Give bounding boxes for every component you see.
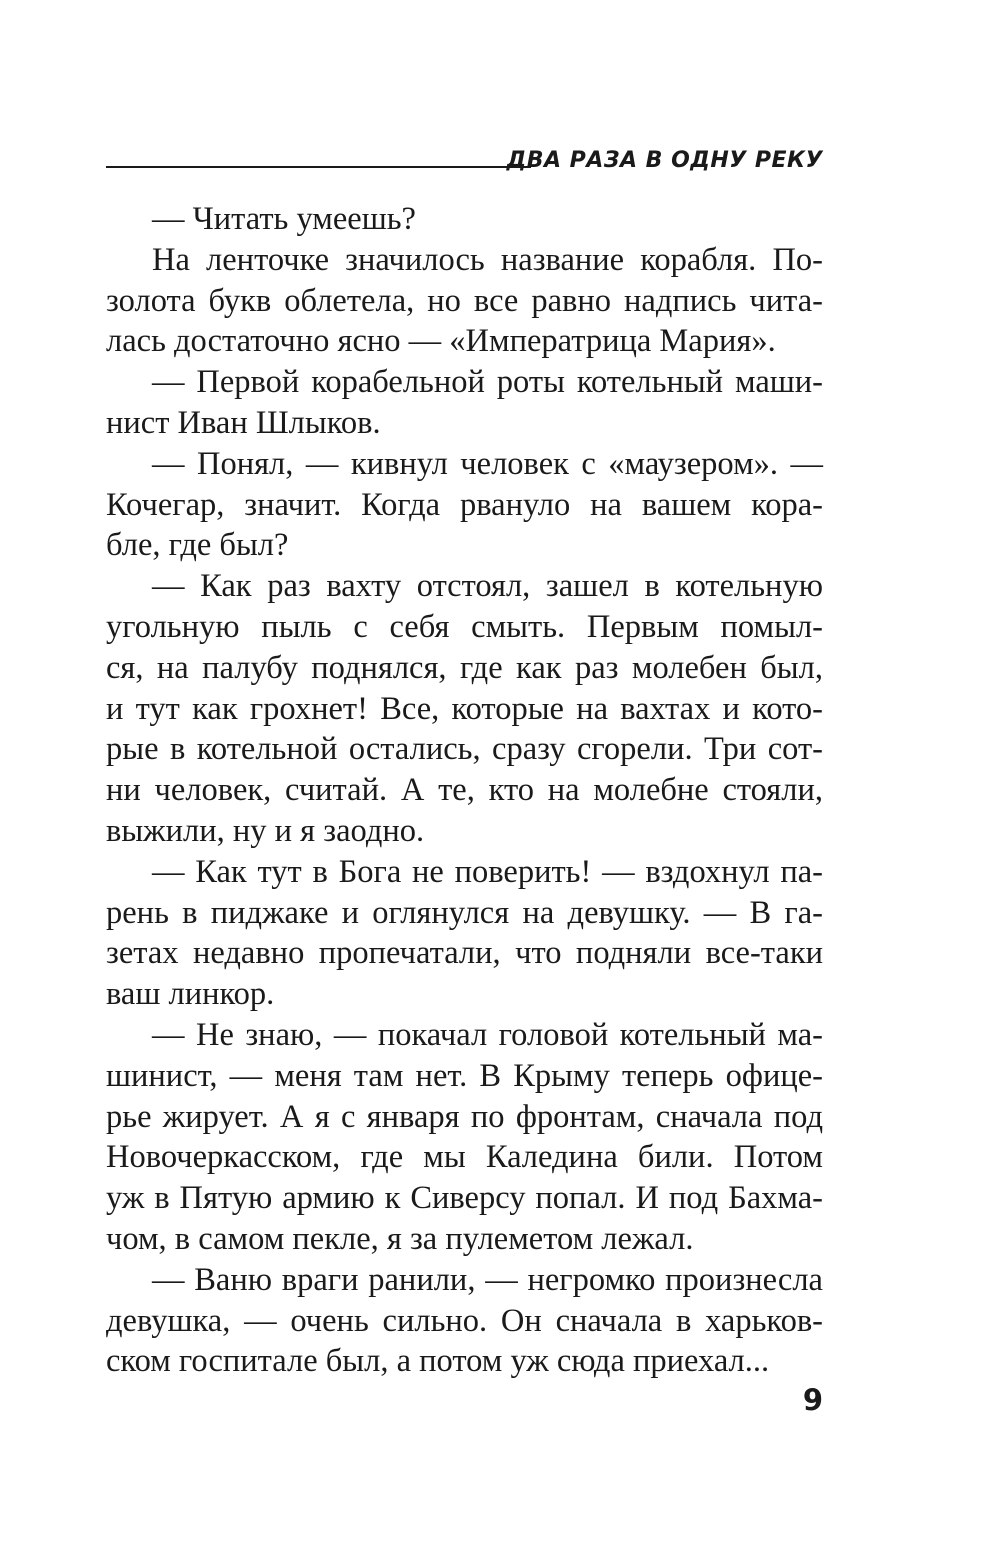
text-line: чом, в самом пекле, я за пулеметом лежал. <box>106 1220 694 1257</box>
running-header <box>106 140 823 172</box>
text-line: уж в Пятую армию к Сиверсу попал. И под Бахма- <box>106 1180 823 1217</box>
text-line: Новочеркасском, где мы Каледина били. Потом <box>106 1139 823 1176</box>
text-line: лась достаточно ясно — «Императрица Мария». <box>106 323 776 360</box>
text-line: ни человек, считай. А те, кто на молебне стояли, <box>106 772 823 809</box>
text-line: — Ваню враги ранили, — негромко произнесла <box>152 1261 823 1298</box>
body-text <box>106 199 823 1382</box>
text-line: рень в пиджаке и оглянулся на девушку. — В га- <box>106 894 823 931</box>
text-line: — Понял, — кивнул человек с «маузером». — <box>152 445 823 482</box>
page-number: 9 <box>802 1383 823 1417</box>
text-line: рые в котельной остались, сразу сгорели. Три сот- <box>106 731 823 768</box>
text-line: девушка, — очень сильно. Он сначала в харьков- <box>106 1302 823 1339</box>
text-line: зетах недавно пропечатали, что подняли все-таки <box>106 935 823 972</box>
text-line: — Не знаю, — покачал головой котельный ма- <box>152 1016 823 1053</box>
text-line: выжили, ну и я заодно. <box>106 812 425 849</box>
text-line: ся, на палубу поднялся, где как раз молебен был, <box>106 649 823 686</box>
text-line: — Читать умеешь? <box>152 201 416 237</box>
text-line: угольную пыль с себя смыть. Первым помыл- <box>106 608 823 645</box>
text-line: нист Иван Шлыков. <box>106 404 381 441</box>
running-header-title: ДВА РАЗА В ОДНУ РЕКУ <box>506 148 823 173</box>
text-line: золота букв облетела, но все равно надпись чита- <box>106 282 823 319</box>
text-line: и тут как грохнет! Все, которые на вахтах и кото- <box>106 690 823 727</box>
text-line: — Как тут в Бога не поверить! — вздохнул па- <box>152 853 823 890</box>
text-line: ваш линкор. <box>106 976 275 1013</box>
text-line: ском госпитале был, а потом уж сюда приехал... <box>106 1343 770 1380</box>
text-line: бле, где был? <box>106 527 289 564</box>
header-rule <box>106 166 531 168</box>
text-line: Кочегар, значит. Когда рвануло на вашем кора- <box>106 486 823 523</box>
text-line: — Как раз вахту отстоял, зашел в котельную <box>152 568 823 605</box>
text-line: рье жирует. А я с января по фронтам, сначала под <box>106 1098 823 1135</box>
text-line: — Первой корабельной роты котельный маши- <box>152 364 823 401</box>
text-line: шинист, — меня там нет. В Крыму теперь офице- <box>106 1057 823 1094</box>
text-line: На ленточке значилось название корабля. По- <box>152 241 823 278</box>
